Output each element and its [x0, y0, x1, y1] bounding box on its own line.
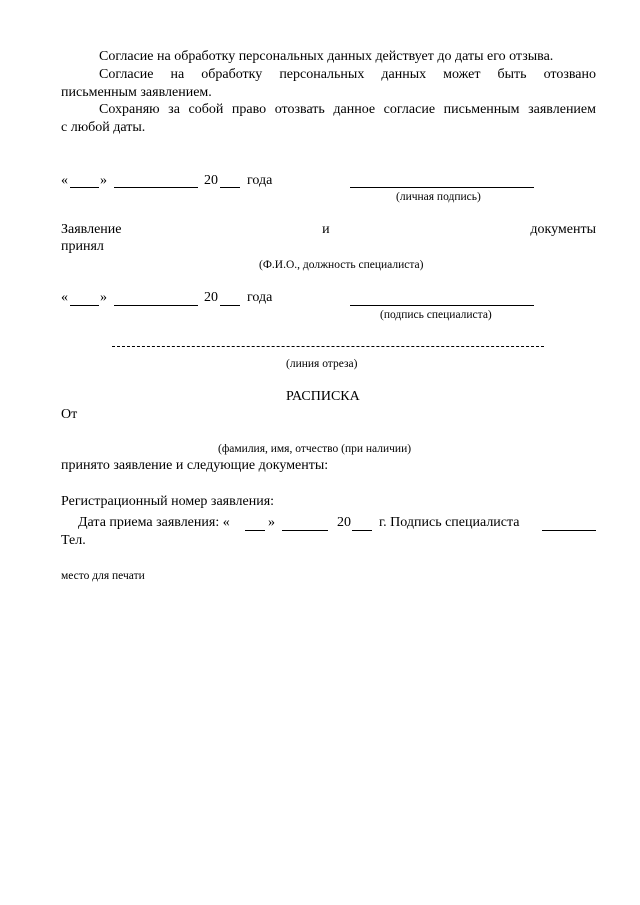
receipt-date-close-quote: » [268, 515, 275, 530]
consent-line-2-text: Согласие на обработку персональных данных может быть отозвано [99, 67, 596, 82]
date-2-open-quote: « [61, 290, 68, 305]
consent-line-2-cont: письменным заявлением. [61, 85, 212, 100]
receipt-phone-label: Тел. [61, 533, 86, 548]
date-1-month-blank[interactable] [114, 187, 198, 188]
receipt-title: РАСПИСКА [286, 389, 360, 404]
stamp-place-label: место для печати [61, 570, 145, 582]
accepted-word-1: Заявление [61, 222, 122, 237]
receipt-specialist-signature-line[interactable] [542, 530, 596, 531]
consent-line-3-text: Сохраняю за собой право отозвать данное согласие письменным заявлением [99, 102, 596, 117]
personal-signature-line[interactable] [350, 187, 534, 188]
receipt-date-year-blank[interactable] [352, 530, 372, 531]
accepted-line [61, 221, 596, 239]
date-2-month-blank[interactable] [114, 305, 198, 306]
date-1-day-blank[interactable] [70, 187, 99, 188]
date-2-year-prefix: 20 [204, 290, 218, 305]
date-1-open-quote: « [61, 173, 68, 188]
specialist-name-caption: (Ф.И.О., должность специалиста) [259, 259, 424, 271]
date-1-year-prefix: 20 [204, 173, 218, 188]
specialist-signature-line[interactable] [350, 305, 534, 306]
receipt-date-day-blank[interactable] [245, 530, 265, 531]
date-2-close-quote: » [100, 290, 107, 305]
receipt-date-month-blank[interactable] [282, 530, 328, 531]
consent-line-3 [99, 101, 596, 119]
accepted-word-4: принял [61, 239, 104, 254]
receipt-name-caption: (фамилия, имя, отчество (при наличии) [218, 443, 412, 455]
date-2-year-suffix: года [247, 290, 273, 305]
cut-line-caption: (линия отреза) [286, 358, 358, 370]
date-2-day-blank[interactable] [70, 305, 99, 306]
date-1-year-blank[interactable] [220, 187, 240, 188]
receipt-date-year-suffix: г. Подпись специалиста [379, 515, 520, 530]
consent-line-3-cont: с любой даты. [61, 120, 146, 135]
receipt-date-label: Дата приема заявления: « [78, 515, 230, 530]
consent-line-1: Согласие на обработку персональных данных действует до даты его отзыва. [99, 49, 554, 64]
receipt-date-year-prefix: 20 [337, 515, 351, 530]
specialist-signature-caption: (подпись специалиста) [380, 309, 492, 321]
date-1-year-suffix: года [247, 173, 273, 188]
receipt-from-label: От [61, 407, 78, 422]
personal-signature-caption: (личная подпись) [396, 191, 481, 203]
consent-line-2 [99, 66, 596, 84]
date-1-close-quote: » [100, 173, 107, 188]
date-2-year-blank[interactable] [220, 305, 240, 306]
receipt-accepted-text: принято заявление и следующие документы: [61, 458, 329, 473]
receipt-reg-number-label: Регистрационный номер заявления: [61, 494, 275, 509]
accepted-word-2: и [322, 222, 330, 237]
accepted-word-3: документы [530, 222, 596, 237]
cut-line [112, 346, 544, 347]
